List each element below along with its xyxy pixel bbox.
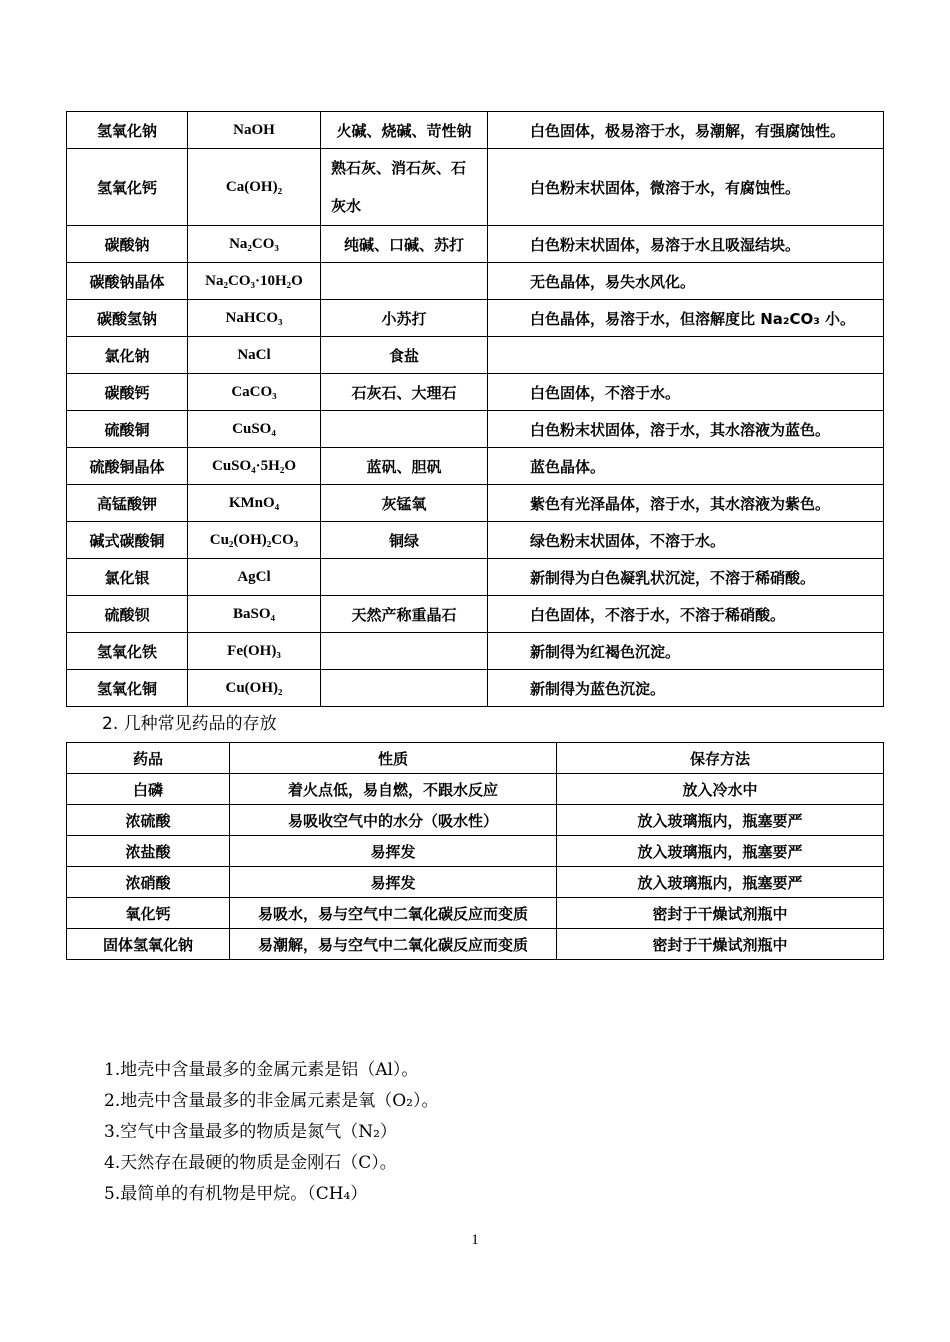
table-row [67, 929, 884, 960]
table-row [67, 596, 884, 633]
drug-cell: 氧化钙 [67, 898, 230, 929]
table-row [67, 112, 884, 149]
formula-cell: NaHCO₃ [188, 300, 321, 337]
fact-item: 4.天然存在最硬的物质是金刚石（C）。 [104, 1153, 397, 1173]
common-name-cell [321, 263, 488, 300]
fact-item: 5.最简单的有机物是甲烷。（CH₄） [104, 1184, 368, 1204]
fact-item: 1.地壳中含量最多的金属元素是铝（Al）。 [104, 1060, 419, 1080]
properties-cell [488, 337, 884, 374]
table-row [67, 836, 884, 867]
storage-cell: 密封于干燥试剂瓶中 [557, 929, 884, 960]
substance-name-cell: 碱式碳酸铜 [67, 522, 188, 559]
drug-cell: 浓盐酸 [67, 836, 230, 867]
facts-list [104, 1057, 438, 1212]
common-name-cell: 小苏打 [321, 300, 488, 337]
table-row [67, 805, 884, 836]
property-cell: 易潮解，易与空气中二氧化碳反应而变质 [230, 929, 557, 960]
properties-cell: 白色晶体，易溶于水，但溶解度比 Na₂CO₃ 小。 [488, 300, 884, 337]
substance-name-cell: 氯化钠 [67, 337, 188, 374]
substance-name-cell: 氢氧化钠 [67, 112, 188, 149]
common-name-cell: 食盐 [321, 337, 488, 374]
table-row [67, 485, 884, 522]
substance-name-cell: 氢氧化钙 [67, 149, 188, 226]
substance-name-cell: 高锰酸钾 [67, 485, 188, 522]
formula-cell: CuSO₄·5H₂O [188, 448, 321, 485]
formula-cell: Na₂CO₃ [188, 226, 321, 263]
common-name-cell: 灰锰氧 [321, 485, 488, 522]
substance-name-cell: 碳酸钙 [67, 374, 188, 411]
properties-cell: 无色晶体，易失水风化。 [488, 263, 884, 300]
formula-cell: Cu₂(OH)₂CO₃ [188, 522, 321, 559]
table-row [67, 300, 884, 337]
common-name-cell: 铜绿 [321, 522, 488, 559]
storage-table [66, 742, 884, 960]
formula-cell: NaCl [188, 337, 321, 374]
properties-cell: 白色固体，极易溶于水，易潮解，有强腐蚀性。 [488, 112, 884, 149]
property-cell: 易挥发 [230, 867, 557, 898]
formula-cell: CuSO₄ [188, 411, 321, 448]
table-row [67, 633, 884, 670]
properties-cell: 白色固体，不溶于水。 [488, 374, 884, 411]
properties-cell: 白色粉末状固体，易溶于水且吸湿结块。 [488, 226, 884, 263]
property-cell: 着火点低，易自燃，不跟水反应 [230, 774, 557, 805]
common-name-cell: 石灰石、大理石 [321, 374, 488, 411]
page-number: 1 [471, 1232, 479, 1248]
substances-table [66, 111, 884, 707]
properties-cell: 绿色粉末状固体，不溶于水。 [488, 522, 884, 559]
formula-cell: KMnO₄ [188, 485, 321, 522]
substance-name-cell: 氢氧化铁 [67, 633, 188, 670]
storage-cell: 密封于干燥试剂瓶中 [557, 898, 884, 929]
properties-cell: 白色粉末状固体，微溶于水，有腐蚀性。 [488, 149, 884, 226]
common-name-cell [321, 670, 488, 707]
formula-cell: AgCl [188, 559, 321, 596]
substance-name-cell: 硫酸铜 [67, 411, 188, 448]
table-row [67, 448, 884, 485]
properties-cell: 白色粉末状固体，溶于水，其水溶液为蓝色。 [488, 411, 884, 448]
properties-cell: 白色固体，不溶于水，不溶于稀硝酸。 [488, 596, 884, 633]
storage-table-body [67, 743, 884, 960]
substances-table-body [67, 112, 884, 707]
common-name-cell: 纯碱、口碱、苏打 [321, 226, 488, 263]
substance-name-cell: 碳酸钠 [67, 226, 188, 263]
property-cell: 易挥发 [230, 836, 557, 867]
table-row [67, 263, 884, 300]
drug-cell: 浓硝酸 [67, 867, 230, 898]
storage-cell: 放入冷水中 [557, 774, 884, 805]
properties-cell: 蓝色晶体。 [488, 448, 884, 485]
substance-name-cell: 硫酸铜晶体 [67, 448, 188, 485]
header-cell-storage: 保存方法 [557, 743, 884, 774]
formula-cell: Fe(OH)₃ [188, 633, 321, 670]
substance-name-cell: 氢氧化铜 [67, 670, 188, 707]
formula-cell: Ca(OH)₂ [188, 149, 321, 226]
common-name-cell: 火碱、烧碱、苛性钠 [321, 112, 488, 149]
properties-cell: 紫色有光泽晶体，溶于水，其水溶液为紫色。 [488, 485, 884, 522]
section-2-heading: 2. 几种常见药品的存放 [102, 714, 277, 734]
substance-name-cell: 硫酸钡 [67, 596, 188, 633]
drug-cell: 浓硫酸 [67, 805, 230, 836]
table-row [67, 774, 884, 805]
formula-cell: Na₂CO₃·10H₂O [188, 263, 321, 300]
storage-cell: 放入玻璃瓶内，瓶塞要严 [557, 805, 884, 836]
property-cell: 易吸水，易与空气中二氧化碳反应而变质 [230, 898, 557, 929]
table-row [67, 670, 884, 707]
table-row [67, 226, 884, 263]
table-row [67, 867, 884, 898]
common-name-cell: 蓝矾、胆矾 [321, 448, 488, 485]
table-row [67, 411, 884, 448]
fact-item: 2.地壳中含量最多的非金属元素是氧（O₂）。 [104, 1091, 439, 1111]
common-name-cell: 天然产称重晶石 [321, 596, 488, 633]
storage-cell: 放入玻璃瓶内，瓶塞要严 [557, 867, 884, 898]
storage-table-header-row [67, 743, 884, 774]
table-row [67, 337, 884, 374]
properties-cell: 新制得为蓝色沉淀。 [488, 670, 884, 707]
substance-name-cell: 氯化银 [67, 559, 188, 596]
common-name-cell: 熟石灰、消石灰、石灰水 [321, 149, 488, 226]
table-row [67, 559, 884, 596]
properties-cell: 新制得为红褐色沉淀。 [488, 633, 884, 670]
drug-cell: 固体氢氧化钠 [67, 929, 230, 960]
common-name-cell [321, 633, 488, 670]
formula-cell: CaCO₃ [188, 374, 321, 411]
property-cell: 易吸收空气中的水分（吸水性） [230, 805, 557, 836]
header-cell-property: 性质 [230, 743, 557, 774]
table-row [67, 898, 884, 929]
formula-cell: NaOH [188, 112, 321, 149]
substance-name-cell: 碳酸钠晶体 [67, 263, 188, 300]
storage-cell: 放入玻璃瓶内，瓶塞要严 [557, 836, 884, 867]
formula-cell: Cu(OH)₂ [188, 670, 321, 707]
fact-item: 3.空气中含量最多的物质是氮气（N₂） [104, 1122, 397, 1142]
header-cell-drug: 药品 [67, 743, 230, 774]
table-row [67, 149, 884, 226]
table-row [67, 374, 884, 411]
common-name-cell [321, 559, 488, 596]
substance-name-cell: 碳酸氢钠 [67, 300, 188, 337]
table-row [67, 522, 884, 559]
common-name-cell [321, 411, 488, 448]
drug-cell: 白磷 [67, 774, 230, 805]
properties-cell: 新制得为白色凝乳状沉淀，不溶于稀硝酸。 [488, 559, 884, 596]
formula-cell: BaSO₄ [188, 596, 321, 633]
